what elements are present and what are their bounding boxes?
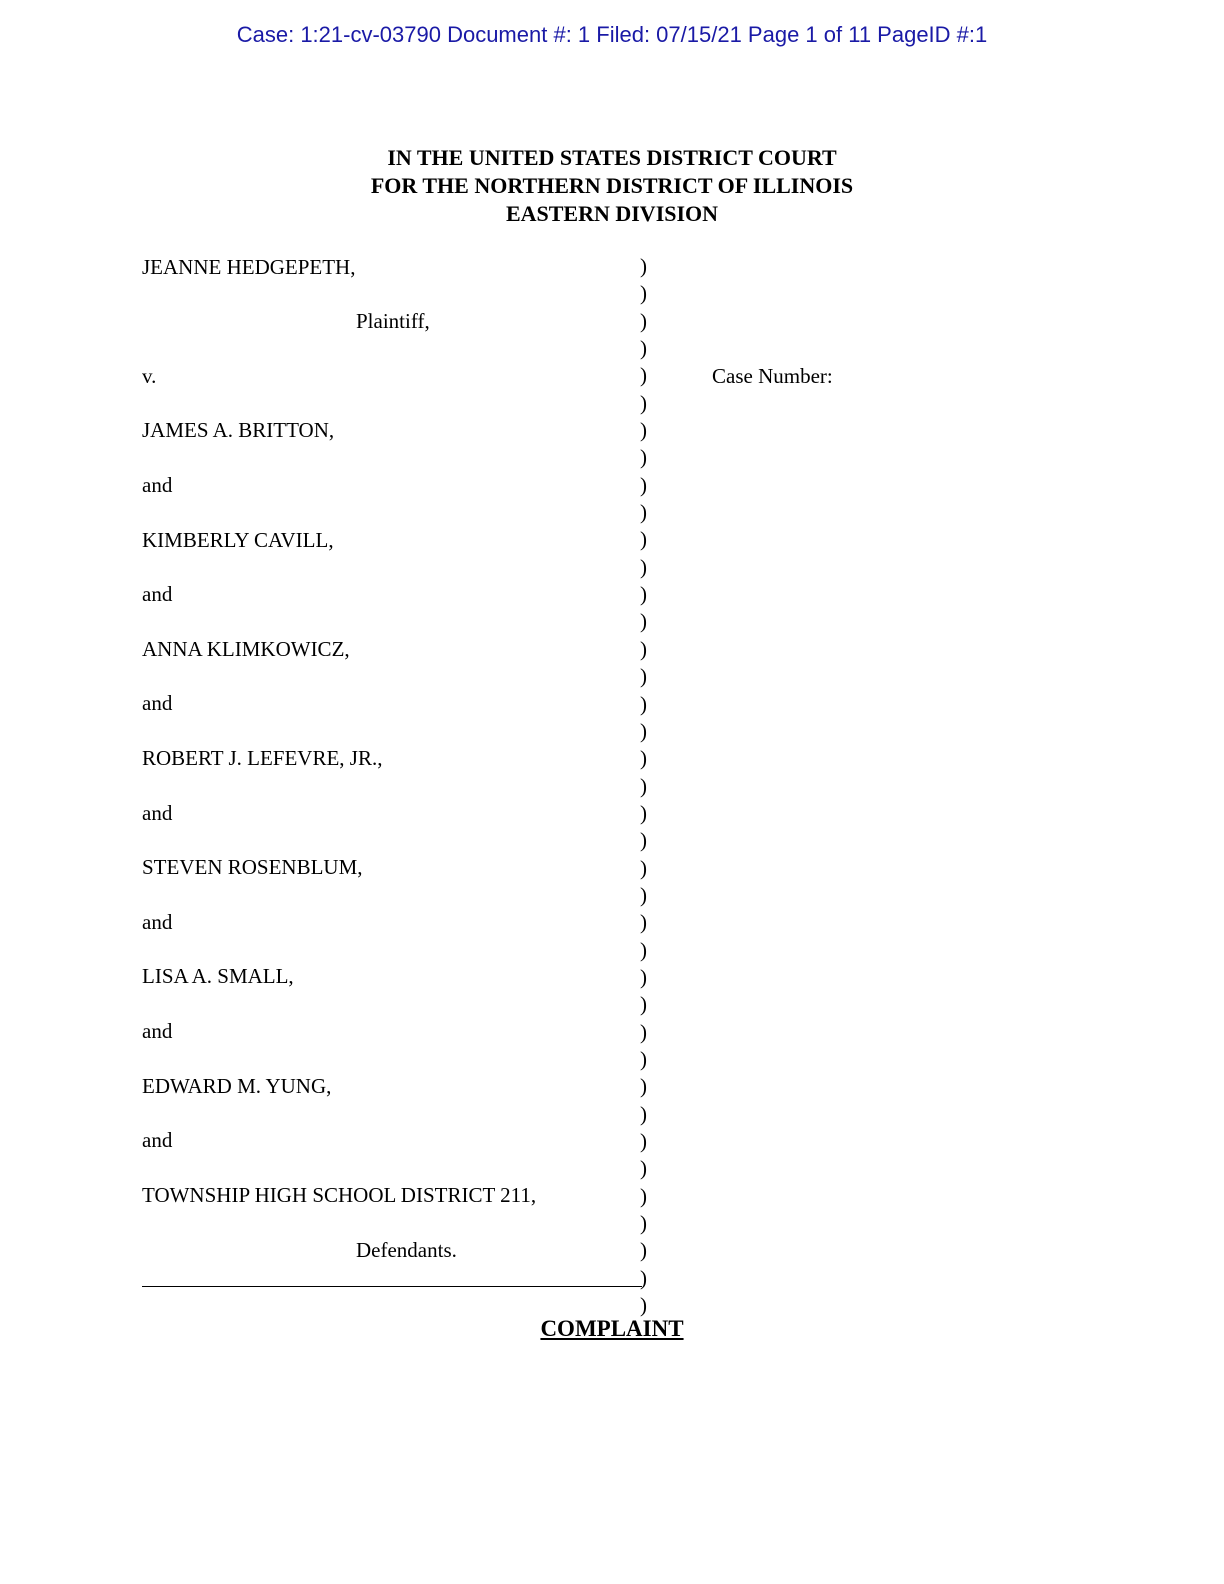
plaintiff-role: Plaintiff, bbox=[356, 309, 430, 333]
caption-paren: ) bbox=[640, 773, 647, 798]
caption-paren: ) bbox=[640, 254, 647, 278]
caption-paren: ) bbox=[640, 308, 647, 333]
caption-paren: ) bbox=[640, 554, 647, 579]
caption-paren: ) bbox=[640, 1101, 647, 1126]
caption-paren: ) bbox=[640, 1238, 647, 1263]
case-number-label: Case Number: bbox=[712, 364, 833, 388]
caption-paren: ) bbox=[640, 418, 647, 443]
caption-paren: ) bbox=[640, 1074, 647, 1099]
caption-paren: ) bbox=[640, 1183, 647, 1208]
defendant-klimkowicz: ANNA KLIMKOWICZ, bbox=[142, 637, 350, 661]
caption-paren: ) bbox=[640, 691, 647, 716]
defendant-yung: EDWARD M. YUNG, bbox=[142, 1074, 332, 1098]
caption-paren: ) bbox=[640, 582, 647, 607]
versus-label: v. bbox=[142, 364, 157, 388]
caption-paren: ) bbox=[640, 1265, 647, 1290]
caption-paren: ) bbox=[640, 800, 647, 825]
caption-paren: ) bbox=[640, 1019, 647, 1044]
caption-paren: ) bbox=[640, 1156, 647, 1181]
caption-paren: ) bbox=[640, 882, 647, 907]
conjunction-and: and bbox=[142, 1128, 173, 1152]
defendant-cavill: KIMBERLY CAVILL, bbox=[142, 528, 334, 552]
defendant-rosenblum: STEVEN ROSENBLUM, bbox=[142, 855, 363, 879]
caption-paren: ) bbox=[640, 664, 647, 689]
court-heading-line-2: FOR THE NORTHERN DISTRICT OF ILLINOIS bbox=[370, 173, 854, 198]
caption-paren: ) bbox=[640, 718, 647, 743]
caption-paren: ) bbox=[640, 746, 647, 771]
caption-underline-rule bbox=[142, 1286, 642, 1287]
defendant-small: LISA A. SMALL, bbox=[142, 964, 294, 988]
conjunction-and: and bbox=[142, 473, 173, 497]
plaintiff-name: JEANNE HEDGEPETH, bbox=[142, 255, 356, 279]
caption-paren: ) bbox=[640, 1211, 647, 1236]
defendant-britton: JAMES A. BRITTON, bbox=[142, 418, 335, 442]
court-heading bbox=[0, 144, 1224, 228]
caption-paren: ) bbox=[640, 336, 647, 361]
caption-paren: ) bbox=[640, 1129, 647, 1153]
court-heading-line-3: EASTERN DIVISION bbox=[505, 201, 719, 226]
defendant-lefevre: ROBERT J. LEFEVRE, JR., bbox=[142, 746, 383, 770]
conjunction-and: and bbox=[142, 1019, 173, 1043]
conjunction-and: and bbox=[142, 582, 173, 606]
caption-paren: ) bbox=[640, 363, 647, 388]
caption-paren: ) bbox=[640, 855, 647, 880]
caption-paren: ) bbox=[640, 390, 647, 415]
caption-paren: ) bbox=[640, 609, 647, 634]
defendant-role: Defendants. bbox=[356, 1238, 457, 1262]
case-header-stamp: Case: 1:21-cv-03790 Document #: 1 Filed: 07/15/21 Page 1 of 11 PageID #:1 bbox=[236, 22, 988, 47]
caption-paren: ) bbox=[640, 937, 647, 962]
caption-paren: ) bbox=[640, 636, 647, 661]
caption-paren: ) bbox=[640, 500, 647, 525]
conjunction-and: and bbox=[142, 691, 173, 715]
caption-paren: ) bbox=[640, 445, 647, 470]
document-title: COMPLAINT bbox=[540, 1316, 684, 1341]
caption-paren-column bbox=[640, 253, 654, 1319]
caption-paren: ) bbox=[640, 992, 647, 1017]
caption-paren: ) bbox=[640, 910, 647, 935]
caption-paren: ) bbox=[640, 472, 647, 497]
caption-paren: ) bbox=[640, 964, 647, 989]
caption-paren: ) bbox=[640, 1046, 647, 1071]
caption-paren: ) bbox=[640, 281, 647, 306]
court-heading-line-1: IN THE UNITED STATES DISTRICT COURT bbox=[387, 145, 837, 170]
caption-paren: ) bbox=[640, 1293, 647, 1318]
conjunction-and: and bbox=[142, 910, 173, 934]
defendant-school-district: TOWNSHIP HIGH SCHOOL DISTRICT 211, bbox=[142, 1183, 537, 1207]
caption-paren: ) bbox=[640, 828, 647, 853]
caption-paren: ) bbox=[640, 527, 647, 552]
conjunction-and: and bbox=[142, 801, 173, 825]
